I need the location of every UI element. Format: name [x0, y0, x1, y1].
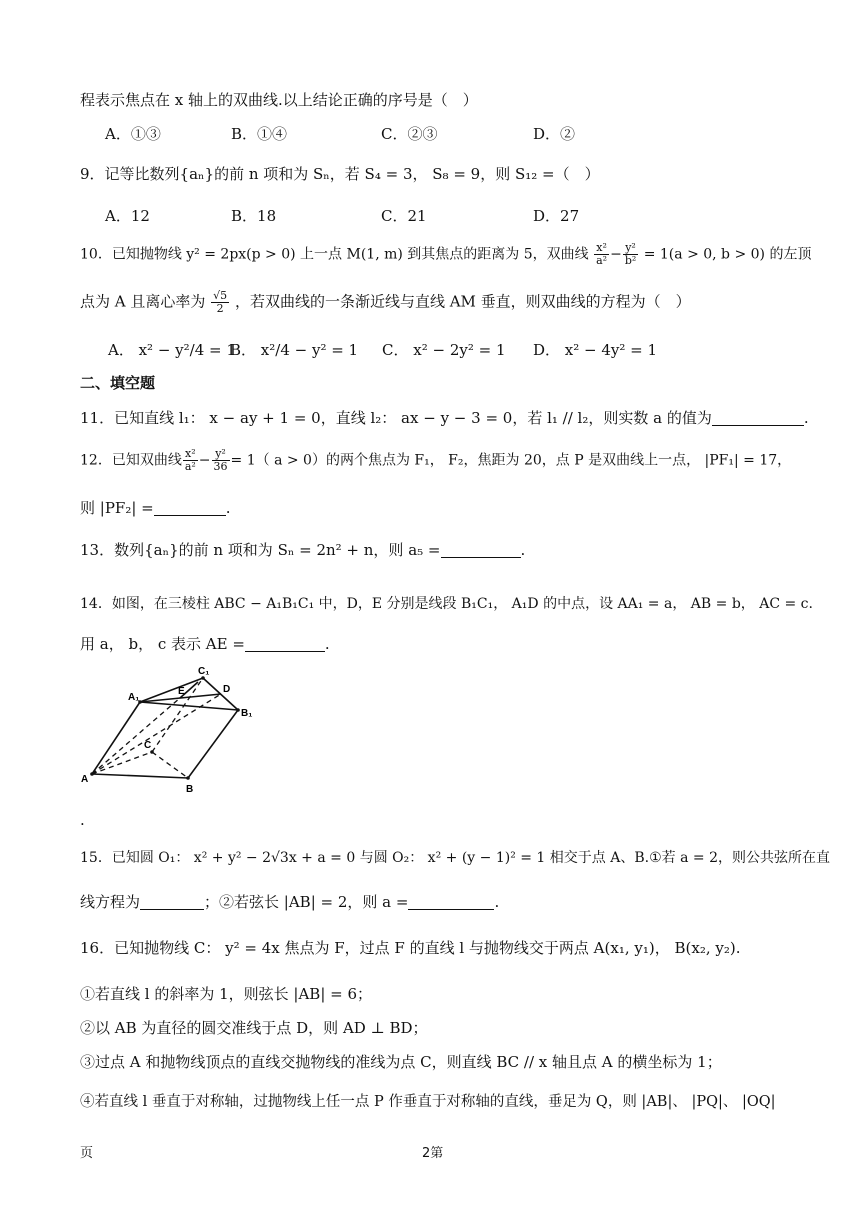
- q10-choice-a: A． x² − y²/4 = 1: [108, 341, 236, 359]
- q16-statement-4: ④若直线 l 垂直于对称轴，过抛物线上任一点 P 作垂直于对称轴的直线，垂足为 Q，则 |AB|、 |PQ|、 |OQ|: [80, 1094, 776, 1110]
- q12-answer-blank[interactable]: [154, 499, 226, 516]
- label-a: A: [81, 774, 89, 785]
- q14-line1: 14．如图，在三棱柱 ABC − A₁B₁C₁ 中，D，E 分别是线段 B₁C₁， A₁D 的中点，设 AA₁ = a， AB = b， AC = c.: [80, 596, 813, 612]
- edge-a-c: [92, 752, 152, 774]
- label-b: B: [186, 784, 194, 795]
- q11-answer-blank[interactable]: [712, 409, 804, 426]
- q10-line1-b: = 1(a > 0, b > 0) 的左顶: [643, 246, 812, 263]
- q14-answer-blank[interactable]: [245, 635, 325, 652]
- q8-choice-d: D．②: [533, 125, 576, 143]
- q13: 13．数列{aₙ}的前 n 项和为 Sₙ = 2n² + n，则 a₅ = .: [80, 541, 526, 559]
- q10-frac-y2-b2: $\frac{\text{y²}}{\text{b²}}$: [624, 241, 637, 267]
- q8-choice-b: B．①④: [231, 125, 288, 143]
- q15-answer-blank-1[interactable]: [140, 893, 204, 910]
- q10-frac-eccentricity: $\frac{√5}{2}$: [213, 289, 228, 315]
- segment-a-d: [92, 694, 221, 774]
- q10-line1-a: 10．已知抛物线 y² = 2px(p > 0) 上一点 M(1, m) 到其焦点的距离为 5，双曲线: [80, 246, 589, 263]
- q10-choice-b: B． x²/4 − y² = 1: [230, 341, 359, 359]
- edge-a-b: [92, 774, 188, 778]
- prism-figure: [78, 664, 278, 804]
- label-c: C: [144, 740, 152, 751]
- q15-line1: 15．已知圆 O₁： x² + y² − 2√3x + a = 0 与圆 O₂： x² + (y − 1)² = 1 相交于点 A、B.①若 a = 2，则公共弦所在直: [80, 850, 830, 866]
- q11: 11．已知直线 l₁： x − ay + 1 = 0，直线 l₂： ax − y − 3 = 0，若 l₁ // l₂，则实数 a 的值为 .: [80, 409, 809, 427]
- q12-line2: 则 |PF₂| = .: [80, 499, 231, 517]
- q14-figure-dot: .: [80, 811, 85, 829]
- q16-line1: 16．已知抛物线 C： y² = 4x 焦点为 F，过点 F 的直线 l 与抛物线交于两点 A(x₁, y₁)， B(x₂, y₂).: [80, 939, 741, 957]
- q9-choice-c: C．21: [381, 207, 427, 225]
- q9-choice-a: A．12: [105, 207, 150, 225]
- label-b1: B₁: [241, 708, 253, 719]
- q8-choice-a: A．①③: [105, 125, 161, 143]
- q16-statement-1: ①若直线 l 的斜率为 1，则弦长 |AB| = 6；: [80, 985, 373, 1003]
- page-number: 2第: [422, 1146, 444, 1161]
- q10-choices: [108, 338, 748, 362]
- q12-frac-y2-36: $\frac{\text{y²}}{36}$: [213, 447, 228, 473]
- q13-answer-blank[interactable]: [441, 541, 521, 558]
- edge-c-b: [152, 752, 188, 778]
- q9-choice-b: B．18: [231, 207, 277, 225]
- q10-choice-d: D． x² − 4y² = 1: [533, 341, 658, 359]
- label-e: E: [178, 686, 185, 697]
- q8-tail: 程表示焦点在 x 轴上的双曲线.以上结论正确的序号是（ ）: [80, 91, 478, 109]
- q9-choices: [105, 204, 745, 228]
- q8-choice-c: C．②③: [381, 125, 438, 143]
- label-d: D: [223, 684, 231, 695]
- label-a1: A₁: [128, 692, 140, 703]
- footer-left: 页: [80, 1146, 94, 1161]
- q8-choices: [105, 122, 745, 146]
- section-title-fill-blanks: 二、填空题: [80, 374, 156, 392]
- q10-line2: 点为 A 且离心率为 $\frac{√5}{2}$ ，若双曲线的一条渐近线与直线 AM 垂直，则双曲线的方程为（ ）: [80, 289, 691, 315]
- q16-statement-3: ③过点 A 和抛物线顶点的直线交抛物线的准线为点 C，则直线 BC // x 轴且点 A 的横坐标为 1；: [80, 1053, 722, 1071]
- edge-a1-b1: [140, 702, 238, 710]
- q10-frac-x2-a2: $\frac{\text{x²}}{\text{a²}}$: [596, 241, 608, 267]
- q12-frac-x2-a2: $\frac{\text{x²}}{\text{a²}}$: [184, 447, 196, 473]
- q9-stem: 9．记等比数列{aₙ}的前 n 项和为 Sₙ，若 S₄ = 3， S₈ = 9，则 S₁₂ =（ ）: [80, 165, 600, 183]
- q16-statement-2: ②以 AB 为直径的圆交准线于点 D，则 AD ⊥ BD；: [80, 1019, 428, 1037]
- q10-choice-c: C． x² − 2y² = 1: [382, 341, 506, 359]
- q15-line2: 线方程为 ；②若弦长 |AB| = 2，则 a = .: [80, 893, 500, 911]
- q10-line1: 10．已知抛物线 y² = 2px(p > 0) 上一点 M(1, m) 到其焦点的距离为 5，双曲线 $\frac{\text{x²}}{\text{a²}}$ − $\frac{\text{y²}}{\text{b²}}$ = 1(a > 0, b > 0) 的左顶: [80, 241, 812, 267]
- q15-answer-blank-2[interactable]: [408, 893, 494, 910]
- label-c1: C₁: [198, 666, 210, 677]
- q14-line2: 用 a， b， c 表示 AE = .: [80, 635, 330, 653]
- q12-line1: 12．已知双曲线 $\frac{\text{x²}}{\text{a²}}$ − $\frac{\text{y²}}{36}$ = 1（ a > 0）的两个焦点为 F₁， F₂，焦距为 20，点 P 是双曲线上一点， |PF₁| = 17，: [80, 447, 792, 473]
- edge-b-b1: [188, 710, 238, 778]
- q9-choice-d: D．27: [533, 207, 580, 225]
